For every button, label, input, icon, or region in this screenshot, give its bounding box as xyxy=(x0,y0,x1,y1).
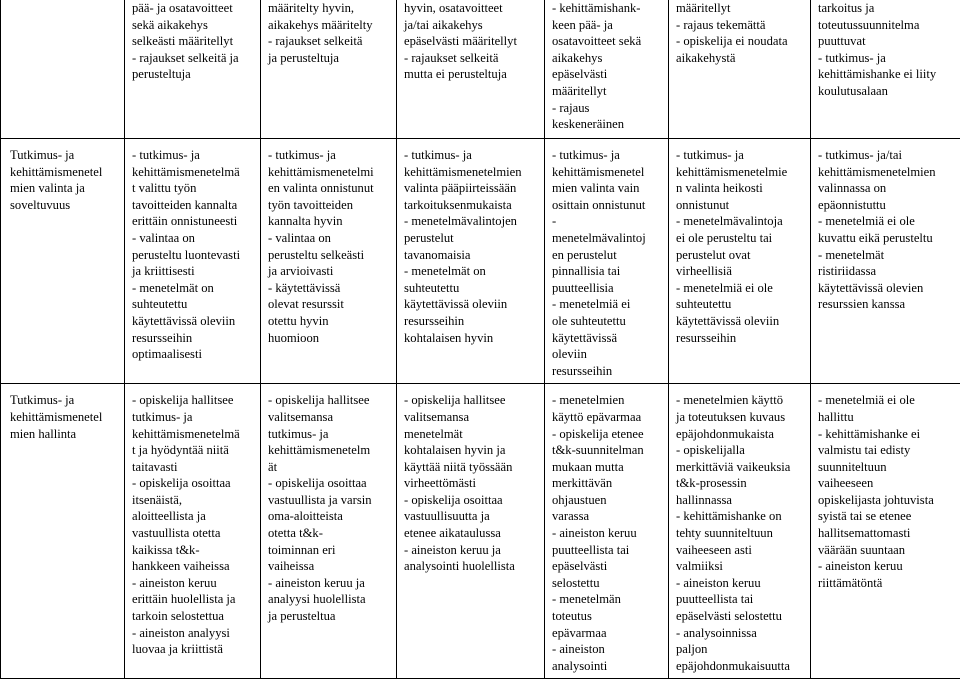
cell-text-line: kehittämismenetel xyxy=(552,164,663,181)
cell-text-line: - kehittämishank- xyxy=(552,0,663,17)
cell-text-line: optimaalisesti xyxy=(132,346,255,363)
cell-text-line: merkittäviä vaikeuksia xyxy=(676,459,805,476)
cell-text-line: kehittämismenetelmien xyxy=(404,164,539,181)
cell-text-line: selostettu xyxy=(552,575,663,592)
cell-text-line: vaiheeseen xyxy=(818,475,955,492)
cell-text-line: - rajaus xyxy=(552,100,663,117)
cell-text-line: hallitsemattomasti xyxy=(818,525,955,542)
cell-text-line: resursseihin xyxy=(552,363,663,380)
cell-text-line: - tutkimus- ja xyxy=(676,147,805,164)
cell-text-line: käytettävissä oleviin xyxy=(132,313,255,330)
cell-text-line: - rajaukset selkeitä xyxy=(268,33,391,50)
cell-text-line: toteutus xyxy=(552,608,663,625)
cell-text-line: erittäin onnistuneesti xyxy=(132,213,255,230)
cell-text-line: kehittämismenetelmien xyxy=(818,164,955,181)
cell-text-line: - aineiston keruu ja xyxy=(268,575,391,592)
criterion-row-method-mastery xyxy=(1,384,960,679)
cell-text-line: resursseihin xyxy=(132,330,255,347)
cell-text-line: - opiskelija osoittaa xyxy=(404,492,539,509)
cell-text-line: perusteltu luontevasti xyxy=(132,247,255,264)
rubric-cell xyxy=(811,384,960,679)
cell-text-line: n valinta heikosti xyxy=(676,180,805,197)
header-row xyxy=(1,0,960,139)
cell-text-line: määritellyt xyxy=(676,0,805,17)
cell-text-line: vastuullisuutta ja xyxy=(404,508,539,525)
cell-text-line: vastuullista ja varsin xyxy=(268,492,391,509)
cell-text-line: perustelut xyxy=(404,230,539,247)
cell-text-line: perusteltuja xyxy=(132,66,255,83)
cell-text-line: kannalta hyvin xyxy=(268,213,391,230)
cell-text-line: osittain onnistunut xyxy=(552,197,663,214)
cell-text-line: tarkoin selostettua xyxy=(132,608,255,625)
cell-text-line: hankkeen vaiheissa xyxy=(132,558,255,575)
cell-text-line: huomioon xyxy=(268,330,391,347)
cell-text-line: käytettävissä oleviin xyxy=(404,296,539,313)
cell-text-line: tavanomaisia xyxy=(404,247,539,264)
cell-text-line: toteutussuunnitelma xyxy=(818,17,955,34)
cell-text-line: ät xyxy=(268,459,391,476)
criterion-row-method-selection xyxy=(1,139,960,384)
cell-text-line: - menetelmävalintojen xyxy=(404,213,539,230)
cell-text-line: - rajaukset selkeitä ja xyxy=(132,50,255,67)
cell-text-line: riittämätöntä xyxy=(818,575,955,592)
cell-text-line: - menetelmät xyxy=(818,247,955,264)
cell-text-line: sekä aikakehys xyxy=(132,17,255,34)
cell-text-line: - xyxy=(552,213,663,230)
cell-text-line: puutteellisia xyxy=(552,280,663,297)
cell-text-line: tutkimus- ja xyxy=(132,409,255,426)
rubric-cell xyxy=(125,384,261,679)
cell-text-line: selkeästi määritellyt xyxy=(132,33,255,50)
cell-text-line: resurssien kanssa xyxy=(818,296,955,313)
cell-text-line: analysointi huolellista xyxy=(404,558,539,575)
cell-text-line: epäselvästi xyxy=(552,66,663,83)
cell-text-line: epäselvästi selostettu xyxy=(676,608,805,625)
cell-text-line: ja perusteltua xyxy=(268,608,391,625)
rubric-cell xyxy=(545,139,669,384)
cell-text-line: - tutkimus- ja xyxy=(404,147,539,164)
cell-text-line: mutta ei perusteltuja xyxy=(404,66,539,83)
cell-text-line: tarkoitus ja xyxy=(818,0,955,17)
cell-text-line: - menetelmiä ei ole xyxy=(818,213,955,230)
rubric-cell xyxy=(397,139,545,384)
cell-text-line: oma-aloitteista xyxy=(268,508,391,525)
cell-text-line: valmiiksi xyxy=(676,558,805,575)
cell-text-line: - opiskelija osoittaa xyxy=(132,475,255,492)
cell-text-line: tutkimus- ja xyxy=(268,426,391,443)
cell-text-line: - valintaa on xyxy=(268,230,391,247)
cell-text-line: - aineiston xyxy=(552,641,663,658)
cell-text-line: käyttö epävarmaa xyxy=(552,409,663,426)
cell-text-line: epäjohdonmukaista xyxy=(676,426,805,443)
cell-text-line: valitsemansa xyxy=(268,409,391,426)
criterion-label xyxy=(1,139,125,384)
cell-text-line: taitavasti xyxy=(132,459,255,476)
cell-text-line: käyttää niitä työssään xyxy=(404,459,539,476)
cell-text-line: hallittu xyxy=(818,409,955,426)
cell-text-line: osatavoitteet sekä xyxy=(552,33,663,50)
cell-text-line: - menetelmiä ei xyxy=(552,296,663,313)
cell-text-line: kehittämismenetelmie xyxy=(676,164,805,181)
level-header-cell xyxy=(261,0,397,139)
cell-text-line: - kehittämishanke on xyxy=(676,508,805,525)
cell-text-line: - aineiston analyysi xyxy=(132,625,255,642)
cell-text-line: - opiskelija osoittaa xyxy=(268,475,391,492)
cell-text-line: - menetelmät on xyxy=(132,280,255,297)
cell-text-line: - valintaa on xyxy=(132,230,255,247)
cell-text-line: ja arvioivasti xyxy=(268,263,391,280)
cell-text-line: aikakehys määritelty xyxy=(268,17,391,34)
cell-text-line: epäselvästi xyxy=(552,558,663,575)
level-header-cell xyxy=(669,0,811,139)
rubric-cell xyxy=(261,139,397,384)
cell-text-line: suunniteltuun xyxy=(818,459,955,476)
criterion-label xyxy=(1,384,125,679)
cell-text-line: kehittämismenetelm xyxy=(268,442,391,459)
rubric-cell xyxy=(261,384,397,679)
cell-text-line: ja/tai aikakehys xyxy=(404,17,539,34)
cell-text-line: mien valinta ja xyxy=(10,180,119,197)
cell-text-line: Tutkimus- ja xyxy=(10,147,119,164)
cell-text-line: aikakehystä xyxy=(676,50,805,67)
cell-text-line: valinta pääpiirteissään xyxy=(404,180,539,197)
cell-text-line: epäonnistuttu xyxy=(818,197,955,214)
cell-text-line: t&k-suunnitelman xyxy=(552,442,663,459)
cell-text-line: kehittämismenetelmä xyxy=(132,426,255,443)
cell-text-line: t ja hyödyntää niitä xyxy=(132,442,255,459)
cell-text-line: epäselvästi määritellyt xyxy=(404,33,539,50)
cell-text-line: mien hallinta xyxy=(10,426,119,443)
cell-text-line: käytettävissä xyxy=(552,330,663,347)
corner-cell xyxy=(1,0,125,139)
cell-text-line: analysointi xyxy=(552,658,663,675)
cell-text-line: oleviin xyxy=(552,346,663,363)
cell-text-line: kohtalaisen hyvin ja xyxy=(404,442,539,459)
cell-text-line: - opiskelija hallitsee xyxy=(268,392,391,409)
cell-text-line: suhteutettu xyxy=(132,296,255,313)
cell-text-line: tehty suunniteltuun xyxy=(676,525,805,542)
cell-text-line: varassa xyxy=(552,508,663,525)
cell-text-line: ei ole perusteltu tai xyxy=(676,230,805,247)
cell-text-line: - kehittämishanke ei xyxy=(818,426,955,443)
cell-text-line: kehittämishanke ei liity xyxy=(818,66,955,83)
cell-text-line: menetelmät xyxy=(404,426,539,443)
cell-text-line: kohtalaisen hyvin xyxy=(404,330,539,347)
cell-text-line: virheellisiä xyxy=(676,263,805,280)
cell-text-line: suhteutettu xyxy=(676,296,805,313)
cell-text-line: - tutkimus- ja/tai xyxy=(818,147,955,164)
cell-text-line: puuttuvat xyxy=(818,33,955,50)
cell-text-line: aikakehys xyxy=(552,50,663,67)
cell-text-line: merkittävän xyxy=(552,475,663,492)
cell-text-line: resursseihin xyxy=(404,313,539,330)
cell-text-line: olevat resurssit xyxy=(268,296,391,313)
cell-text-line: - opiskelija ei noudata xyxy=(676,33,805,50)
cell-text-line: - menetelmien xyxy=(552,392,663,409)
rubric-cell xyxy=(545,384,669,679)
cell-text-line: väärään suuntaan xyxy=(818,542,955,559)
cell-text-line: - menetelmiä ei ole xyxy=(676,280,805,297)
cell-text-line: t valittu työn xyxy=(132,180,255,197)
cell-text-line: ole suhteutettu xyxy=(552,313,663,330)
cell-text-line: kehittämismenetel xyxy=(10,409,119,426)
cell-text-line: onnistunut xyxy=(676,197,805,214)
cell-text-line: vaiheissa xyxy=(268,558,391,575)
cell-text-line: kaikissa t&k- xyxy=(132,542,255,559)
cell-text-line: - rajaus tekemättä xyxy=(676,17,805,34)
cell-text-line: ja kriittisesti xyxy=(132,263,255,280)
cell-text-line: - menetelmän xyxy=(552,591,663,608)
cell-text-line: analyysi huolellista xyxy=(268,591,391,608)
cell-text-line: etenee aikataulussa xyxy=(404,525,539,542)
cell-text-line: suhteutettu xyxy=(404,280,539,297)
cell-text-line: paljon xyxy=(676,641,805,658)
cell-text-line: soveltuvuus xyxy=(10,197,119,214)
cell-text-line: - aineiston keruu xyxy=(552,525,663,542)
level-header-cell xyxy=(811,0,960,139)
cell-text-line: kehittämismenetel xyxy=(10,164,119,181)
cell-text-line: opiskelijasta johtuvista xyxy=(818,492,955,509)
cell-text-line: aloitteellista ja xyxy=(132,508,255,525)
cell-text-line: valitsemansa xyxy=(404,409,539,426)
cell-text-line: valmistu tai edisty xyxy=(818,442,955,459)
cell-text-line: keskeneräinen xyxy=(552,116,663,133)
cell-text-line: erittäin huolellista ja xyxy=(132,591,255,608)
cell-text-line: perustelut ovat xyxy=(676,247,805,264)
cell-text-line: hyvin, osatavoitteet xyxy=(404,0,539,17)
cell-text-line: määritelty hyvin, xyxy=(268,0,391,17)
cell-text-line: tarkoituksenmukaista xyxy=(404,197,539,214)
cell-text-line: - opiskelija etenee xyxy=(552,426,663,443)
cell-text-line: työn tavoitteiden xyxy=(268,197,391,214)
cell-text-line: menetelmävalintoj xyxy=(552,230,663,247)
cell-text-line: - menetelmävalintoja xyxy=(676,213,805,230)
cell-text-line: - tutkimus- ja xyxy=(552,147,663,164)
cell-text-line: - tutkimus- ja xyxy=(268,147,391,164)
cell-text-line: otetta t&k- xyxy=(268,525,391,542)
cell-text-line: - analysoinnissa xyxy=(676,625,805,642)
cell-text-line: Tutkimus- ja xyxy=(10,392,119,409)
rubric-cell xyxy=(125,139,261,384)
level-header-cell xyxy=(397,0,545,139)
cell-text-line: puutteellista tai xyxy=(676,591,805,608)
cell-text-line: - opiskelija hallitsee xyxy=(404,392,539,409)
cell-text-line: - aineiston keruu ja xyxy=(404,542,539,559)
cell-text-line: - tutkimus- ja xyxy=(818,50,955,67)
cell-text-line: - aineiston keruu xyxy=(676,575,805,592)
cell-text-line: - menetelmiä ei ole xyxy=(818,392,955,409)
cell-text-line: kuvattu eikä perusteltu xyxy=(818,230,955,247)
cell-text-line: epävarmaa xyxy=(552,625,663,642)
cell-text-line: - rajaukset selkeitä xyxy=(404,50,539,67)
cell-text-line: - opiskelijalla xyxy=(676,442,805,459)
cell-text-line: ohjaustuen xyxy=(552,492,663,509)
cell-text-line: ja perusteltuja xyxy=(268,50,391,67)
level-header-cell xyxy=(125,0,261,139)
cell-text-line: pää- ja osatavoitteet xyxy=(132,0,255,17)
rubric-cell xyxy=(397,384,545,679)
cell-text-line: koulutusalaan xyxy=(818,83,955,100)
cell-text-line: syistä tai se etenee xyxy=(818,508,955,525)
cell-text-line: - menetelmien käyttö xyxy=(676,392,805,409)
cell-text-line: tavoitteiden kannalta xyxy=(132,197,255,214)
cell-text-line: - aineiston keruu xyxy=(818,558,955,575)
cell-text-line: määritellyt xyxy=(552,83,663,100)
cell-text-line: ja toteutuksen kuvaus xyxy=(676,409,805,426)
rubric-cell xyxy=(669,384,811,679)
cell-text-line: käytettävissä oleviin xyxy=(676,313,805,330)
cell-text-line: käytettävissä olevien xyxy=(818,280,955,297)
cell-text-line: epäjohdonmukaisuutta xyxy=(676,658,805,675)
cell-text-line: t&k-prosessin xyxy=(676,475,805,492)
cell-text-line: puutteellista tai xyxy=(552,542,663,559)
rubric-cell xyxy=(811,139,960,384)
cell-text-line: - opiskelija hallitsee xyxy=(132,392,255,409)
cell-text-line: vaiheeseen asti xyxy=(676,542,805,559)
cell-text-line: - tutkimus- ja xyxy=(132,147,255,164)
cell-text-line: valinnassa on xyxy=(818,180,955,197)
cell-text-line: luovaa ja kriittistä xyxy=(132,641,255,658)
cell-text-line: - käytettävissä xyxy=(268,280,391,297)
cell-text-line: perusteltu selkeästi xyxy=(268,247,391,264)
cell-text-line: kehittämismenetelmä xyxy=(132,164,255,181)
cell-text-line: mien valinta vain xyxy=(552,180,663,197)
cell-text-line: itsenäistä, xyxy=(132,492,255,509)
cell-text-line: toiminnan eri xyxy=(268,542,391,559)
cell-text-line: otettu hyvin xyxy=(268,313,391,330)
cell-text-line: kehittämismenetelmi xyxy=(268,164,391,181)
level-header-cell xyxy=(545,0,669,139)
cell-text-line: vastuullista otetta xyxy=(132,525,255,542)
cell-text-line: hallinnassa xyxy=(676,492,805,509)
rubric-cell xyxy=(669,139,811,384)
cell-text-line: ristiriidassa xyxy=(818,263,955,280)
cell-text-line: keen pää- ja xyxy=(552,17,663,34)
cell-text-line: mukaan mutta xyxy=(552,459,663,476)
cell-text-line: pinnallisia tai xyxy=(552,263,663,280)
cell-text-line: - menetelmät on xyxy=(404,263,539,280)
cell-text-line: en valinta onnistunut xyxy=(268,180,391,197)
cell-text-line: - aineiston keruu xyxy=(132,575,255,592)
cell-text-line: virheettömästi xyxy=(404,475,539,492)
cell-text-line: en perustelut xyxy=(552,247,663,264)
cell-text-line: resursseihin xyxy=(676,330,805,347)
